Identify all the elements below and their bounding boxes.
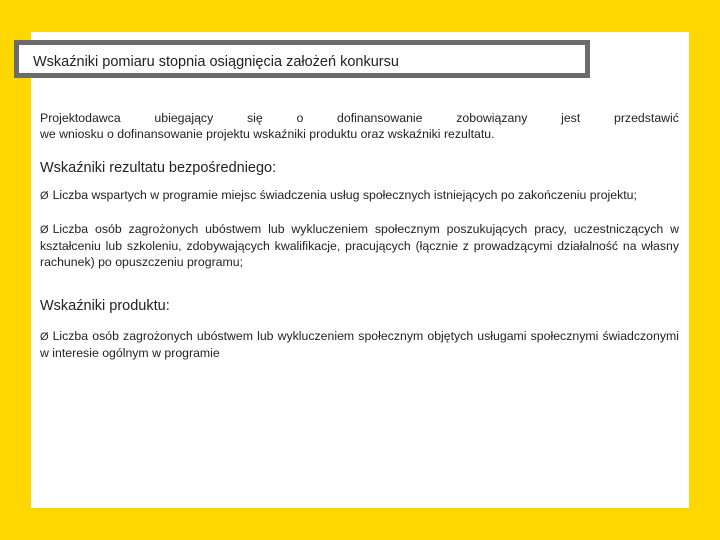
intro-line-1 (40, 110, 679, 126)
intro-word: jest (561, 111, 581, 125)
result-item-1 (40, 187, 679, 204)
arrow-bullet-icon: Ø (40, 190, 49, 202)
intro-word: przedstawić (614, 111, 679, 125)
intro-word: Projektodawca (40, 111, 121, 125)
intro-word: o (296, 111, 304, 125)
title-box (14, 40, 590, 78)
intro-paragraph (40, 110, 679, 142)
result-item-text: Liczba osób zagrożonych ubóstwem lub wykluczeniem społecznym poszukujących pracy, uczestniczących w kształceniu lub szkoleniu, zdobywających kwalifikacje, pracujących (łącznie z prowadzącymi działalność na własny rachunek) po opuszczeniu programu; (40, 222, 679, 269)
product-heading: Wskaźniki produktu: (40, 298, 170, 314)
intro-word: zobowiązany (456, 111, 528, 125)
intro-word: się (246, 111, 263, 125)
page-title: Wskaźniki pomiaru stopnia osiągnięcia założeń konkursu (33, 54, 399, 70)
result-heading: Wskaźniki rezultatu bezpośredniego: (40, 160, 277, 176)
content-area (40, 110, 679, 361)
arrow-bullet-icon: Ø (40, 331, 49, 343)
intro-word: dofinansowanie (337, 111, 423, 125)
intro-line-2: we wniosku o dofinansowanie projektu wskaźniki produktu oraz wskaźniki rezultatu. (40, 127, 495, 141)
intro-word: ubiegający (154, 111, 214, 125)
result-item-2 (40, 221, 679, 270)
product-item-1 (40, 328, 679, 361)
product-item-text: Liczba osób zagrożonych ubóstwem lub wykluczeniem społecznym objętych usługami społecznymi świadczonymi w interesie ogólnym w programie (40, 329, 679, 360)
arrow-bullet-icon: Ø (40, 224, 49, 236)
result-item-text: Liczba wspartych w programie miejsc świadczenia usług społecznych istniejących po zakończeniu projektu; (52, 188, 637, 202)
